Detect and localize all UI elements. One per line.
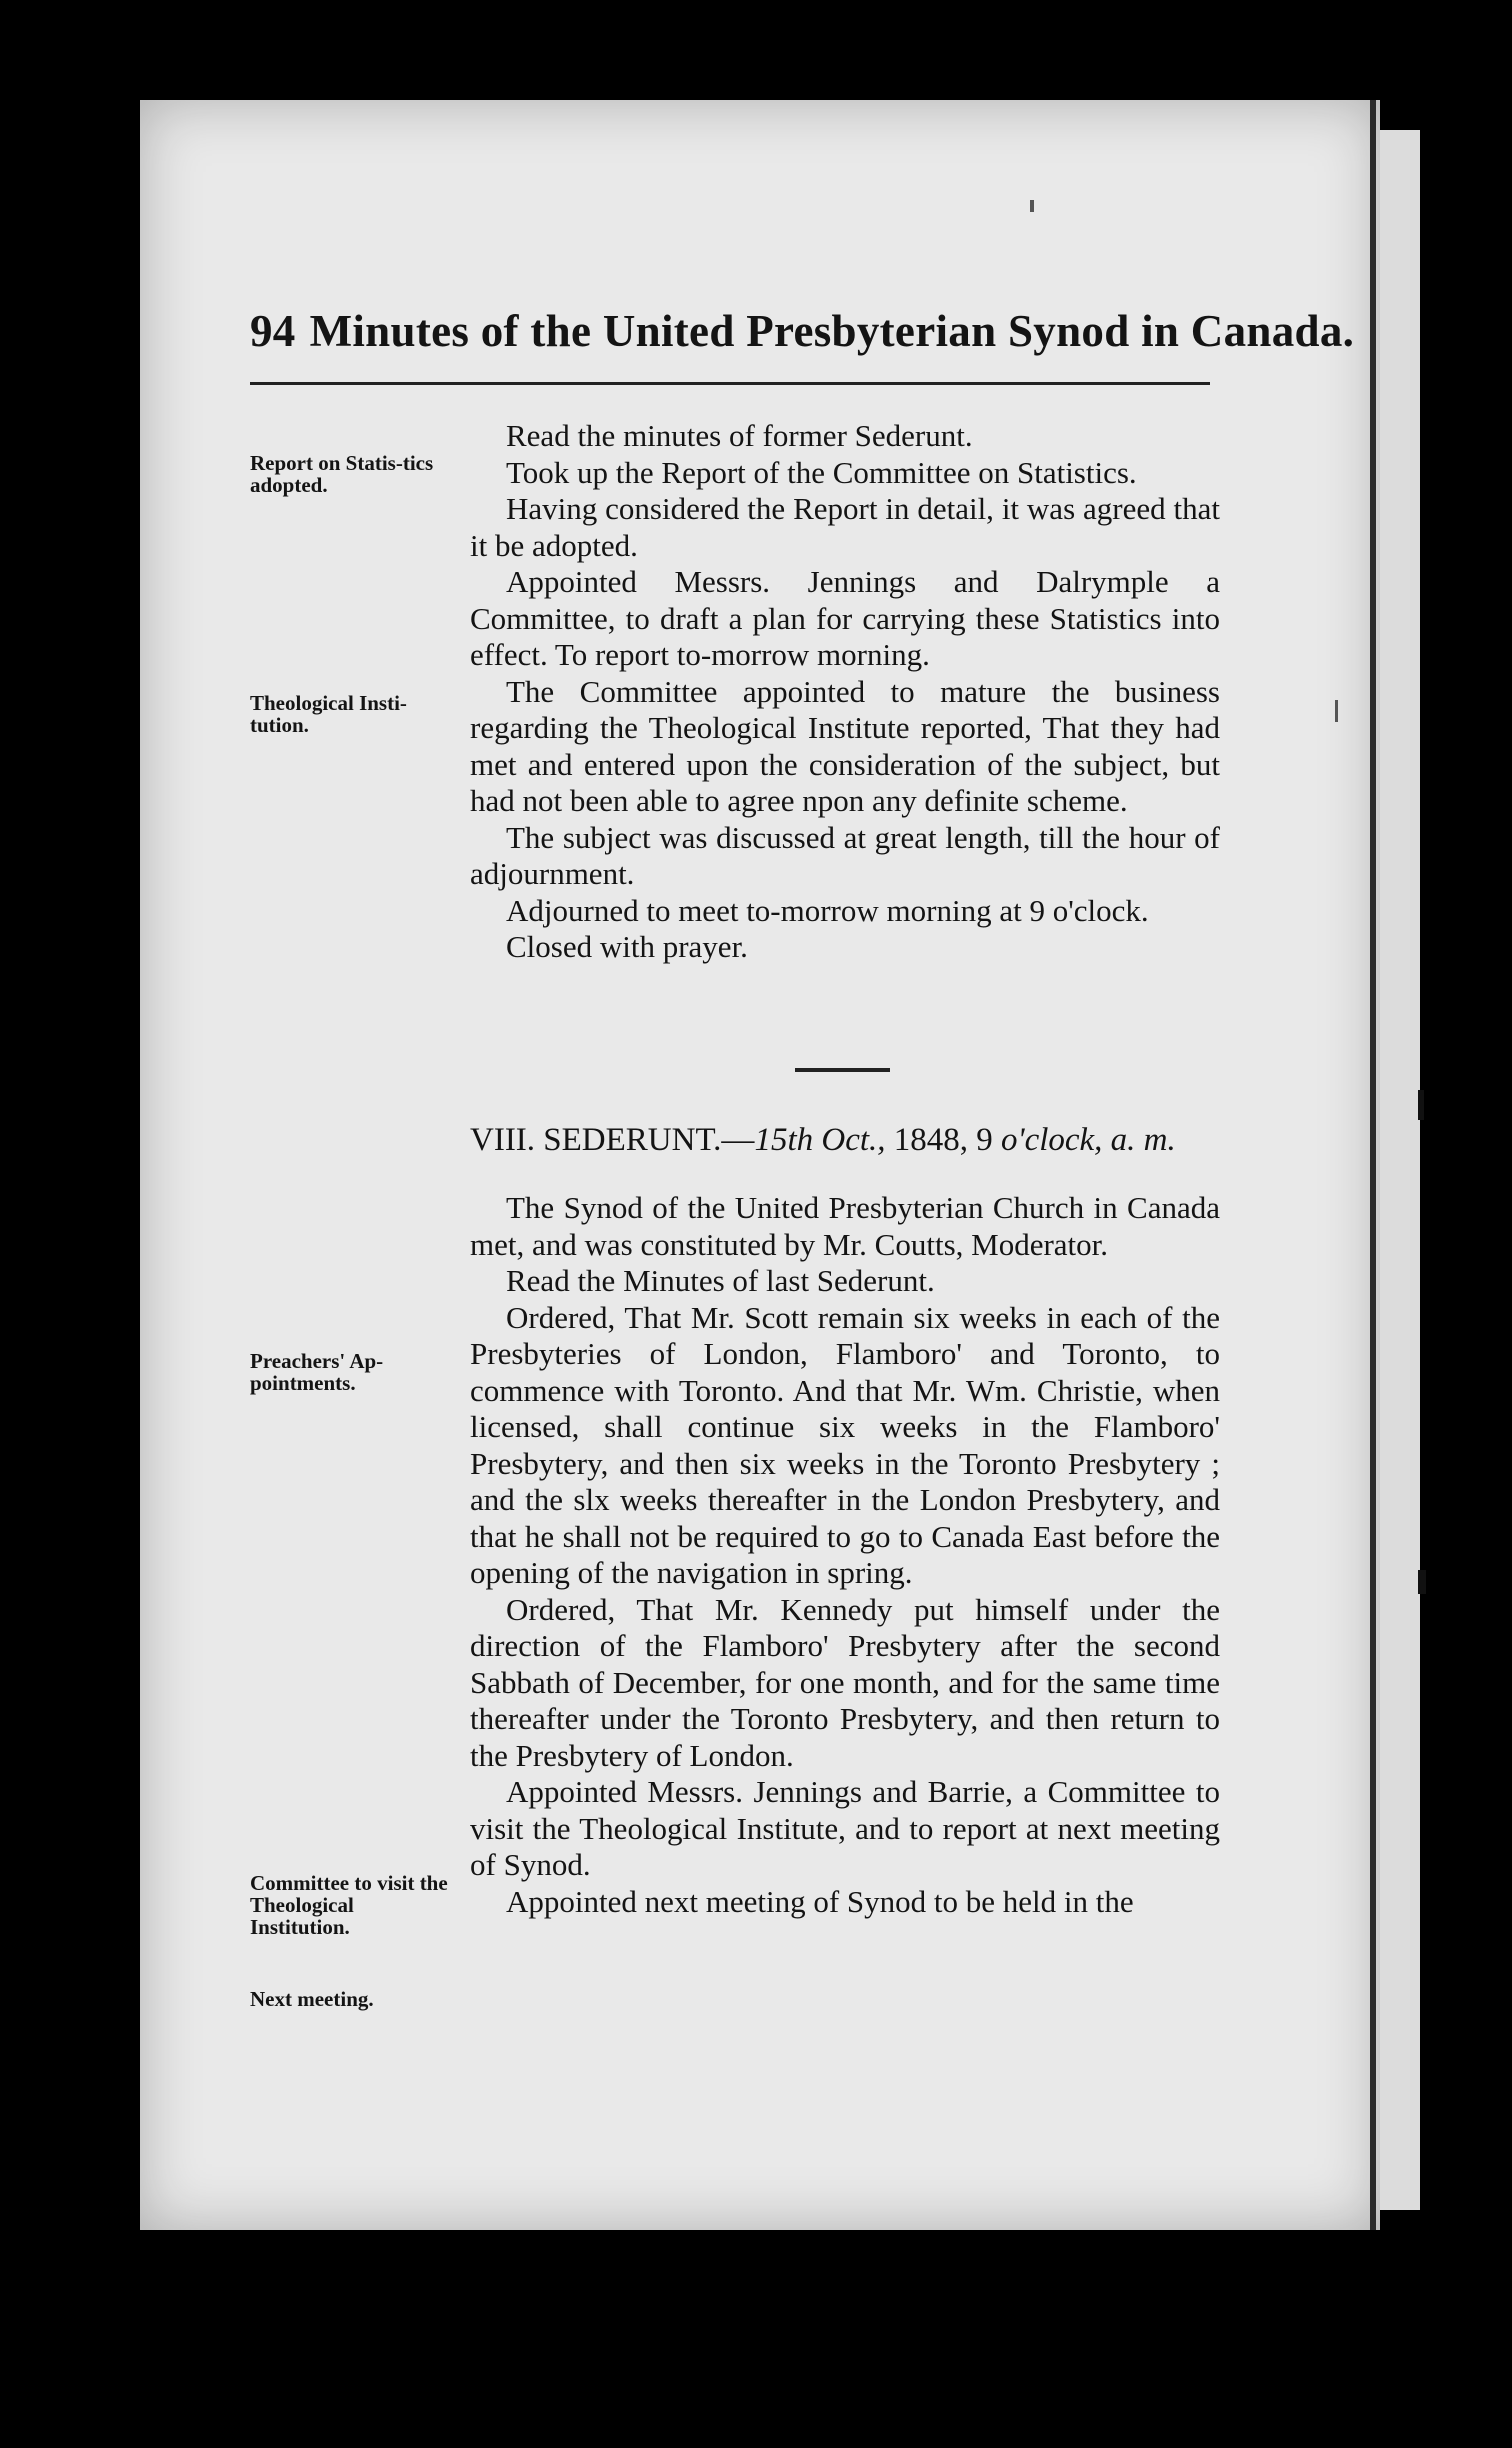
text-block-second <box>470 1190 1220 1920</box>
header-rule <box>250 382 1210 385</box>
scan-speck <box>1030 200 1034 212</box>
sederunt-heading <box>470 1122 1220 1159</box>
paragraph: The Committee appointed to mature the business regarding the Theological Institute reported, That they had met and entered upon the consideration of the subject, but had not been able to agree npon any definite scheme. <box>470 673 1220 818</box>
paragraph: Having considered the Report in detail, it was agreed that it be adopted. <box>470 491 1220 563</box>
paragraph: Appointed Messrs. Jennings and Barrie, a Committee to visit the Theological Institute, and to report at next meeting of Synod. <box>470 1774 1220 1882</box>
sederunt-time: o'clock, a. m. <box>1001 1122 1176 1158</box>
margin-note-next-meeting: Next meeting. <box>250 1987 374 2011</box>
text-block-first <box>470 418 1220 966</box>
paragraph: Took up the Report of the Committee on Statistics. <box>506 454 1137 490</box>
page-title: Minutes of the United Presbyterian Synod in Canada. <box>309 306 1355 356</box>
margin-note-statistics: Report on Statis-tics adopted. <box>250 451 434 497</box>
paragraph: Read the Minutes of last Sederunt. <box>506 1263 935 1298</box>
paragraph: Ordered, That Mr. Kennedy put himself under the direction of the Flamboro' Presbytery after the second Sabbath of December, for one month, and for the same time thereafter under the Toronto Presbytery, and then return to the Presbytery of London. <box>470 1591 1220 1773</box>
sederunt-date: 15th Oct., <box>754 1122 886 1158</box>
page-gutter <box>1370 100 1376 2230</box>
margin-note-theological: Theological Insti-tution. <box>250 691 407 737</box>
sederunt-label: VIII. SEDERUNT.— <box>470 1122 755 1158</box>
paragraph: Appointed next meeting of Synod to be held in the <box>506 1883 1134 1919</box>
section-divider <box>795 1068 890 1072</box>
running-head <box>250 305 1355 357</box>
sederunt-year: 1848, 9 <box>893 1122 993 1158</box>
margin-note-preachers: Preachers' Ap-pointments. <box>250 1349 384 1395</box>
scan-speck <box>1418 1570 1426 1594</box>
scan-speck <box>1418 1090 1424 1120</box>
paragraph: Ordered, That Mr. Scott remain six weeks in each of the Presbyteries of London, Flamboro' and Toronto, to commence with Toronto. And that Mr. Wm. Christie, when licensed, shall continue six weeks in the Flamboro' Presbytery, and then six weeks in the Toronto Presbytery ; and the slx weeks thereafter in the London Presbytery, and that he shall not be required to go to Canada East before the opening of the navigation in spring. <box>470 1299 1220 1590</box>
page-number: 94 <box>250 306 296 356</box>
paragraph: The Synod of the United Presbyterian Church in Canada met, and was constituted by Mr. Coutts, Moderator. <box>470 1190 1220 1262</box>
paragraph: Adjourned to meet to-morrow morning at 9 o'clock. <box>506 892 1149 928</box>
facing-page-edge <box>1380 130 1420 2210</box>
margin-note-committee: Committee to visit the Theological Institution. <box>250 1871 448 1939</box>
paragraph: Closed with prayer. <box>506 929 748 964</box>
paragraph: Appointed Messrs. Jennings and Dalrymple a Committee, to draft a plan for carrying these Statistics into effect. To report to-morrow morning. <box>470 564 1220 672</box>
scan-speck <box>1335 700 1338 722</box>
paragraph: Read the minutes of former Sederunt. <box>506 418 973 453</box>
paragraph: The subject was discussed at great length, till the hour of adjournment. <box>470 819 1220 891</box>
